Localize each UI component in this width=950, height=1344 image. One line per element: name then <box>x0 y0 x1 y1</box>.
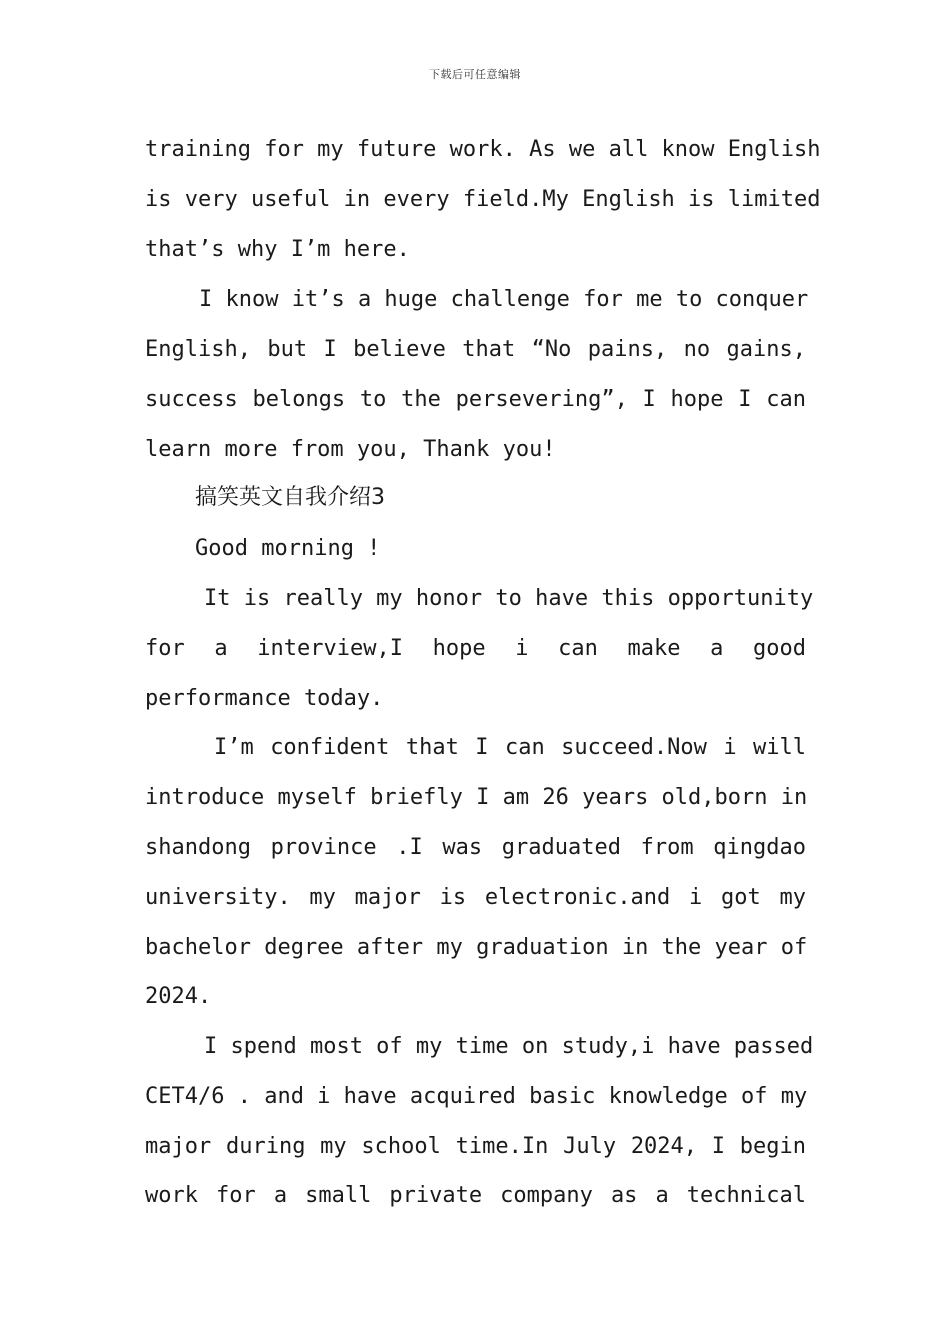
text-line: success belongs to the persevering”, I hope I can <box>145 387 806 412</box>
text-line: major during my school time.In July 2024, I begin <box>145 1134 806 1159</box>
text-line: that’s why I’m here. <box>145 237 410 262</box>
page-header: 下载后可任意编辑 <box>429 68 521 81</box>
text-line: English, but I believe that “No pains, no gains, <box>145 337 806 362</box>
text-line: bachelor degree after my graduation in the year of <box>145 935 808 960</box>
text-line: performance today. <box>145 686 384 711</box>
text-line: learn more from you, Thank you! <box>145 437 556 462</box>
section-heading: 搞笑英文自我介绍3 <box>195 485 385 510</box>
paragraph-first-line: I’m confident that I can succeed.Now i will <box>214 735 806 760</box>
greeting-line: Good morning ! <box>195 536 381 561</box>
text-line: CET4/6 . and i have acquired basic knowledge of my <box>145 1084 808 1109</box>
text-line: for a interview,I hope i can make a good <box>145 636 806 661</box>
text-line: university. my major is electronic.and i got my <box>145 885 806 910</box>
text-line: shandong province .I was graduated from qingdao <box>145 835 806 860</box>
text-line: work for a small private company as a technical <box>145 1183 806 1208</box>
text-line: introduce myself briefly I am 26 years old,born in <box>145 785 808 810</box>
text-line: is very useful in every field.My English is limited <box>145 187 821 212</box>
text-line: training for my future work. As we all know English <box>145 137 821 162</box>
text-line: 2024. <box>145 984 212 1009</box>
paragraph-first-line: It is really my honor to have this opportunity <box>204 586 814 611</box>
paragraph-first-line: I spend most of my time on study,i have passed <box>204 1034 814 1059</box>
paragraph-first-line: I know it’s a huge challenge for me to conquer <box>199 287 809 312</box>
